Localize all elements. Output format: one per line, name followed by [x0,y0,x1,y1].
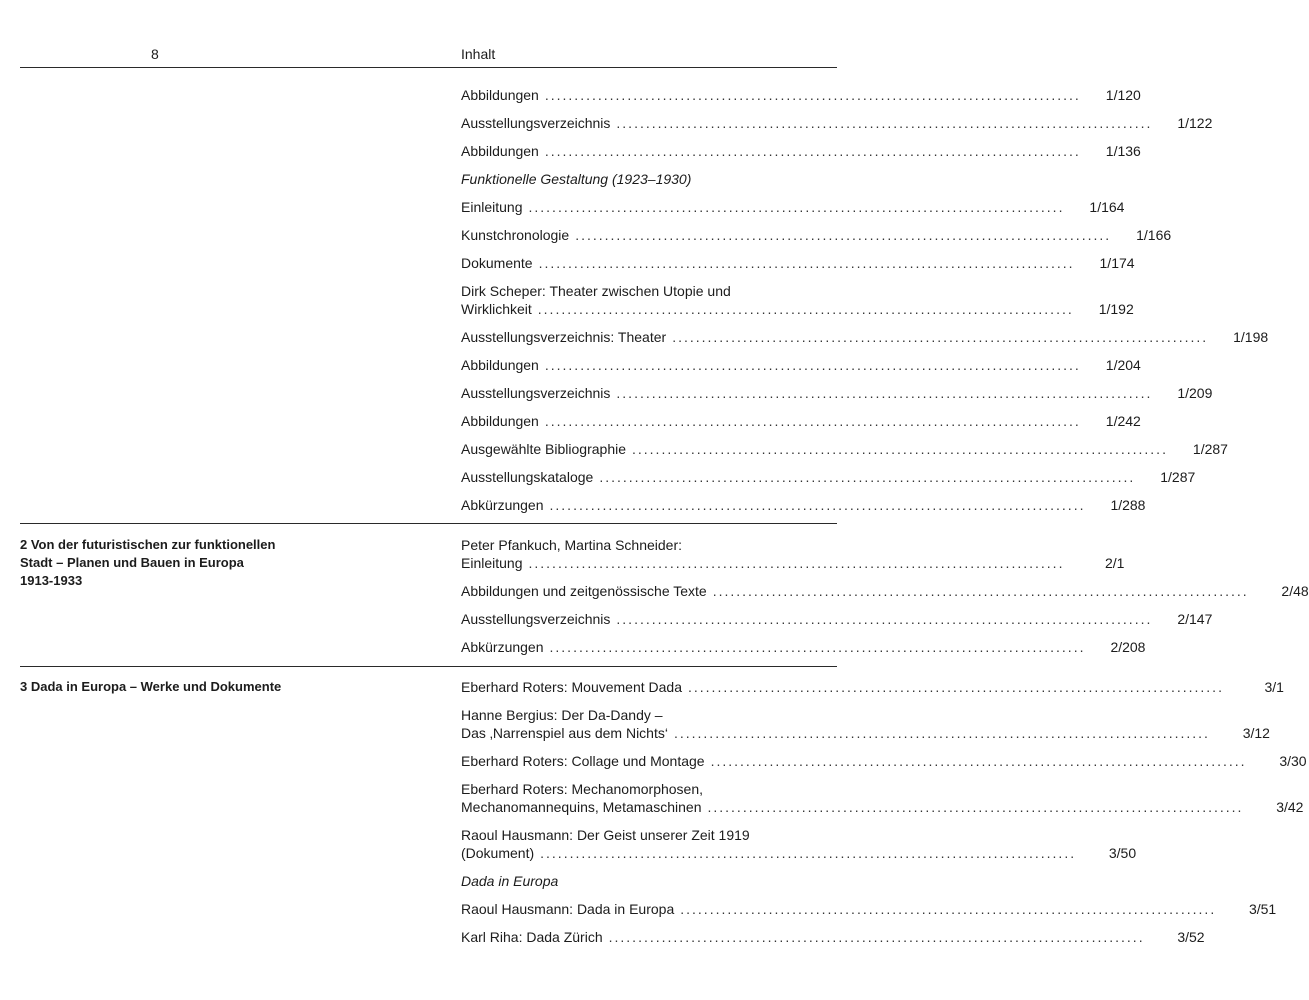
leader-dots: ........................................................................................... [544,143,1081,159]
entry-leader-line [461,554,1125,572]
toc-entry [461,142,1141,170]
subheading-text: Funktionelle Gestaltung (1923–1930) [461,171,692,187]
leader-dots: ........................................................................................... [540,845,1077,861]
entry-leader-line [461,638,1146,656]
toc-entry [461,928,1205,956]
entry-page-ref: 1/209 [1177,385,1213,401]
entry-page-ref: 1/287 [1192,441,1228,457]
subheading-text: Dada in Europa [461,873,559,889]
entry-leader-line [461,356,1141,374]
section-3-title: 3 Dada in Europa – Werke und Dokumente [20,679,282,694]
leader-dots: ........................................................................................... [537,301,1074,317]
entry-title: Abbildungen [461,413,539,429]
section-divider [20,523,837,524]
leader-dots: ........................................................................................... [544,357,1081,373]
leader-dots: ........................................................................................... [538,255,1075,271]
toc-entry [461,582,1309,610]
toc-entry [461,706,1270,752]
entry-leader-line [461,844,1137,862]
section-2-entries [461,536,1309,666]
entry-leader-line [461,440,1228,458]
toc-entry [461,226,1172,254]
entry-page-ref: 1/288 [1110,497,1146,513]
entry-page-ref: 1/192 [1098,301,1134,317]
entry-title: Ausgewählte Bibliographie [461,441,626,457]
entry-title-line: Peter Pfankuch, Martina Schneider: [461,537,683,553]
entry-title: Abkürzungen [461,497,544,513]
toc-entry [461,282,1134,328]
page-header [0,46,847,66]
entry-leader-line [461,300,1134,318]
entry-leader-line [461,412,1141,430]
entry-title: Abbildungen [461,143,539,159]
leader-dots: ........................................................................................... [549,639,1086,655]
toc-entry [461,86,1141,114]
entry-leader-line [461,752,1307,770]
entry-page-ref: 1/136 [1105,143,1141,159]
entry-leader-line [461,496,1146,514]
toc-entry [461,752,1307,780]
entry-title: Abkürzungen [461,639,544,655]
toc-subheading [461,170,839,198]
entry-leader-line [461,142,1141,160]
entry-title: Einleitung [461,555,523,571]
entry-title: Abbildungen [461,357,539,373]
entry-title: (Dokument) [461,845,535,861]
entry-page-ref: 3/12 [1242,725,1270,741]
running-head: Inhalt [461,46,496,62]
leader-dots: ........................................................................................... [688,679,1224,695]
entry-title: Abbildungen [461,87,539,103]
toc-entry [461,780,1304,826]
entry-leader-line [461,254,1135,272]
entry-leader-line [461,86,1141,104]
entry-leader-line [461,226,1172,244]
section-2-title: 2 Von der futuristischen zur funktionellen Stadt – Planen und Bauen in Europa 1913-1933 [20,537,276,588]
entry-page-ref: 1/122 [1177,115,1213,131]
entry-title: Eberhard Roters: Mouvement Dada [461,679,682,695]
toc-entry [461,536,1125,582]
toc-entry [461,900,1277,928]
entry-page-ref: 1/174 [1099,255,1135,271]
entry-leader-line [461,114,1213,132]
entry-title: Wirklichkeit [461,301,532,317]
section-3-entries [461,678,1307,956]
entry-page-ref: 3/50 [1108,845,1137,861]
toc-entry [461,198,1125,226]
entry-page-ref: 1/120 [1105,87,1141,103]
entry-title: Mechanomannequins, Metamaschinen [461,799,702,815]
entry-leader-line [461,328,1269,346]
entry-title: Eberhard Roters: Collage und Montage [461,753,705,769]
toc-entry [461,254,1135,282]
entry-title: Dokumente [461,255,533,271]
entry-page-ref: 1/166 [1136,227,1172,243]
entry-title: Karl Riha: Dada Zürich [461,929,603,945]
toc-continued-list [461,86,1269,524]
entry-page-ref: 2/208 [1110,639,1146,655]
toc-entry [461,826,1137,872]
entry-title: Ausstellungsverzeichnis [461,611,611,627]
leader-dots: ........................................................................................... [528,555,1065,571]
toc-entry [461,384,1213,412]
header-rule [20,67,837,68]
leader-dots: ........................................................................................... [599,469,1136,485]
entry-leader-line [461,798,1304,816]
entry-title-line: Hanne Bergius: Der Da-Dandy – [461,707,663,723]
leader-dots: ........................................................................................... [608,929,1145,945]
leader-dots: ........................................................................................... [632,441,1168,457]
leader-dots: ........................................................................................... [616,115,1153,131]
entry-page-ref: 1/198 [1233,329,1269,345]
page-number: 8 [151,46,159,62]
entry-title: Das ‚Narrenspiel aus dem Nichts‘ [461,725,668,741]
leader-dots: ........................................................................................... [710,753,1247,769]
toc-entry [461,678,1284,706]
entry-page-ref: 3/30 [1279,753,1307,769]
entry-leader-line [461,198,1125,216]
entry-title: Raoul Hausmann: Dada in Europa [461,901,675,917]
entry-leader-line [461,582,1309,600]
toc-entry [461,638,1146,666]
entry-leader-line [461,610,1213,628]
leader-dots: ........................................................................................... [707,799,1244,815]
leader-dots: ........................................................................................... [616,611,1153,627]
entry-page-ref: 3/1 [1264,679,1284,695]
entry-leader-line [461,928,1205,946]
leader-dots: ........................................................................................... [544,87,1081,103]
toc-entry [461,496,1146,524]
toc-entry [461,328,1269,356]
leader-dots: ........................................................................................... [616,385,1153,401]
toc-subheading [461,872,839,900]
entry-title-line: Eberhard Roters: Mechanomorphosen, [461,781,704,797]
entry-leader-line [461,468,1196,486]
leader-dots: ........................................................................................... [712,583,1249,599]
leader-dots: ........................................................................................... [672,329,1209,345]
entry-title: Abbildungen und zeitgenössische Texte [461,583,707,599]
entry-page-ref: 1/287 [1160,469,1196,485]
entry-title-line: Dirk Scheper: Theater zwischen Utopie und [461,283,731,299]
leader-dots: ........................................................................................... [549,497,1086,513]
leader-dots: ........................................................................................... [544,413,1081,429]
entry-page-ref: 2/1 [1105,555,1125,571]
entry-page-ref: 1/242 [1105,413,1141,429]
entry-page-ref: 1/204 [1105,357,1141,373]
entry-title: Ausstellungsverzeichnis [461,115,611,131]
entry-page-ref: 2/48 [1281,583,1309,599]
entry-page-ref: 1/164 [1089,199,1125,215]
toc-entry [461,440,1228,468]
entry-title: Ausstellungskataloge [461,469,594,485]
entry-title: Einleitung [461,199,523,215]
leader-dots: ........................................................................................... [673,725,1210,741]
leader-dots: ........................................................................................... [575,227,1112,243]
entry-leader-line [461,900,1277,918]
entry-leader-line [461,678,1284,696]
entry-title-line: Raoul Hausmann: Der Geist unserer Zeit 1919 [461,827,750,843]
entry-page-ref: 3/52 [1177,929,1205,945]
entry-title: Kunstchronologie [461,227,570,243]
toc-entry [461,412,1141,440]
leader-dots: ........................................................................................... [680,901,1217,917]
toc-entry [461,114,1213,142]
entry-leader-line [461,724,1270,742]
leader-dots: ........................................................................................... [528,199,1065,215]
entry-page-ref: 2/147 [1177,611,1213,627]
entry-page-ref: 3/51 [1248,901,1277,917]
toc-entry [461,610,1213,638]
entry-page-ref: 3/42 [1276,799,1304,815]
entry-title: Ausstellungsverzeichnis [461,385,611,401]
toc-entry [461,468,1196,496]
entry-title: Ausstellungsverzeichnis: Theater [461,329,667,345]
toc-entry [461,356,1141,384]
entry-leader-line [461,384,1213,402]
section-divider [20,666,837,667]
